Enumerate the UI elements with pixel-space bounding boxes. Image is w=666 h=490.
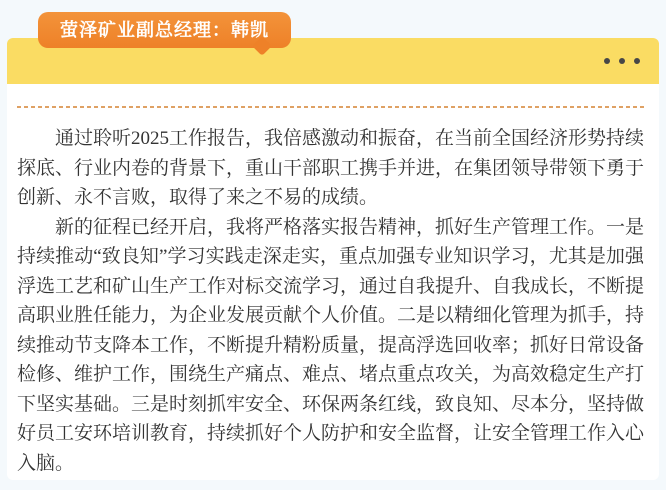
speaker-badge-label: 萤泽矿业副总经理：韩凯 — [60, 20, 269, 40]
speaker-badge — [38, 12, 291, 48]
article-body — [17, 124, 644, 478]
ellipsis-icon — [604, 58, 640, 64]
more-options-button[interactable] — [604, 56, 640, 66]
ellipsis-dot — [604, 58, 610, 64]
card-header-banner — [7, 20, 659, 84]
card-content — [7, 106, 659, 478]
ellipsis-dot — [634, 58, 640, 64]
ellipsis-dot — [619, 58, 625, 64]
paragraph-1: 通过聆听2025工作报告，我倍感激动和振奋，在当前全国经济形势持续探底、行业内卷的背景下，重山干部职工携手并进，在集团领导带领下勇于创新、永不言败，取得了来之不易的成绩。 — [17, 128, 645, 208]
dashed-divider — [17, 106, 644, 108]
paragraph-2: 新的征程已经开启，我将严格落实报告精神，抓好生产管理工作。一是持续推动“致良知”学习实践走深走实，重点加强专业知识学习，尤其是加强浮选工艺和矿山生产工作对标交流学习，通过自我提升、自我成长，不断提高职业胜任能力，为企业发展贡献个人价值。二是以精细化管理为抓手，持续推动节支降本工作，不断提升精粉质量，提高浮选回收率；抓好日常设备检修、维护工作，围绕生产痛点、难点、堵点重点攻关，为高效稳定生产打下坚实基础。三是时刻抓牢安全、环保两条红线，致良知、尽本分，坚持做好员工安环培训教育，持续抓好个人防护和安全监督，让安全管理工作入心入脑。 — [17, 216, 645, 474]
article-card — [7, 20, 659, 480]
